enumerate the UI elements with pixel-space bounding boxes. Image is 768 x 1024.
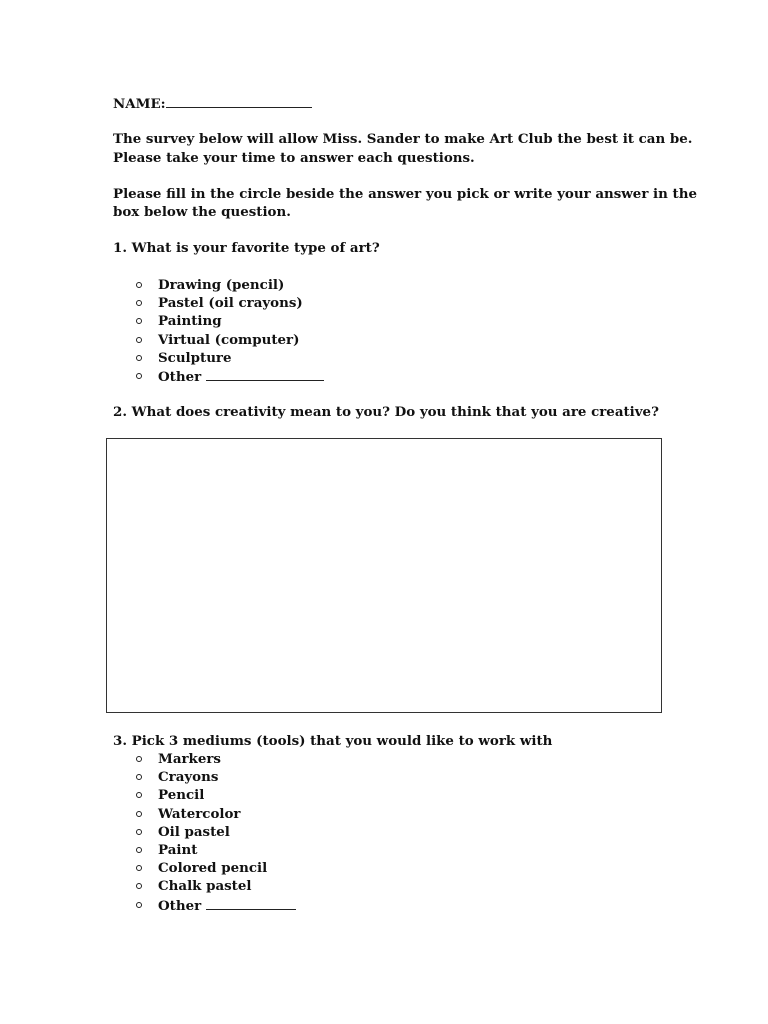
intro-line-1: The survey below will allow Miss. Sander to make Art Club the best it can be. — [113, 131, 693, 147]
circle-bullet-icon[interactable] — [136, 847, 142, 853]
survey-page: NAME: The survey below will allow Miss. Sander to make Art Club the best it can be. Please take your time to answer each questions. Please fill in the circle beside the answer you pick or write your answer in the box below the question. 1. What is your favorite type of art? Drawing (pencil) Pastel (oil crayons) Painting Virtual (computer) Sculpture Other 2. What does creativity mean to you? Do you think that you are creative? 3. Pick 3 mediums (tools) that you would like to work with Markers Crayons Pencil Watercolor Oil pastel Paint Colored pencil Chalk pastel Other — [0, 0, 768, 1024]
circle-bullet-icon[interactable] — [136, 774, 142, 780]
instructions-line-2: box below the question. — [113, 204, 291, 220]
question-3: 3. Pick 3 mediums (tools) that you would like to work with — [113, 733, 553, 749]
circle-bullet-icon[interactable] — [136, 865, 142, 871]
circle-bullet-icon[interactable] — [136, 811, 142, 817]
circle-bullet-icon[interactable] — [136, 902, 142, 908]
answer-box[interactable] — [106, 438, 662, 713]
circle-bullet-icon[interactable] — [136, 792, 142, 798]
other-blank[interactable] — [206, 367, 324, 381]
name-label: NAME: — [113, 96, 166, 112]
other-blank[interactable] — [206, 896, 296, 910]
circle-bullet-icon[interactable] — [136, 883, 142, 889]
question-1: 1. What is your favorite type of art? — [113, 240, 380, 256]
circle-bullet-icon[interactable] — [136, 282, 142, 288]
circle-bullet-icon[interactable] — [136, 756, 142, 762]
circle-bullet-icon[interactable] — [136, 355, 142, 361]
circle-bullet-icon[interactable] — [136, 337, 142, 343]
circle-bullet-icon[interactable] — [136, 318, 142, 324]
name-blank[interactable] — [166, 94, 312, 108]
circle-bullet-icon[interactable] — [136, 373, 142, 379]
name-row — [113, 94, 312, 113]
question-2: 2. What does creativity mean to you? Do you think that you are creative? — [113, 404, 659, 420]
instructions-line-1: Please fill in the circle beside the answer you pick or write your answer in the — [113, 186, 697, 202]
circle-bullet-icon[interactable] — [136, 829, 142, 835]
intro-line-2: Please take your time to answer each questions. — [113, 150, 475, 166]
circle-bullet-icon[interactable] — [136, 300, 142, 306]
